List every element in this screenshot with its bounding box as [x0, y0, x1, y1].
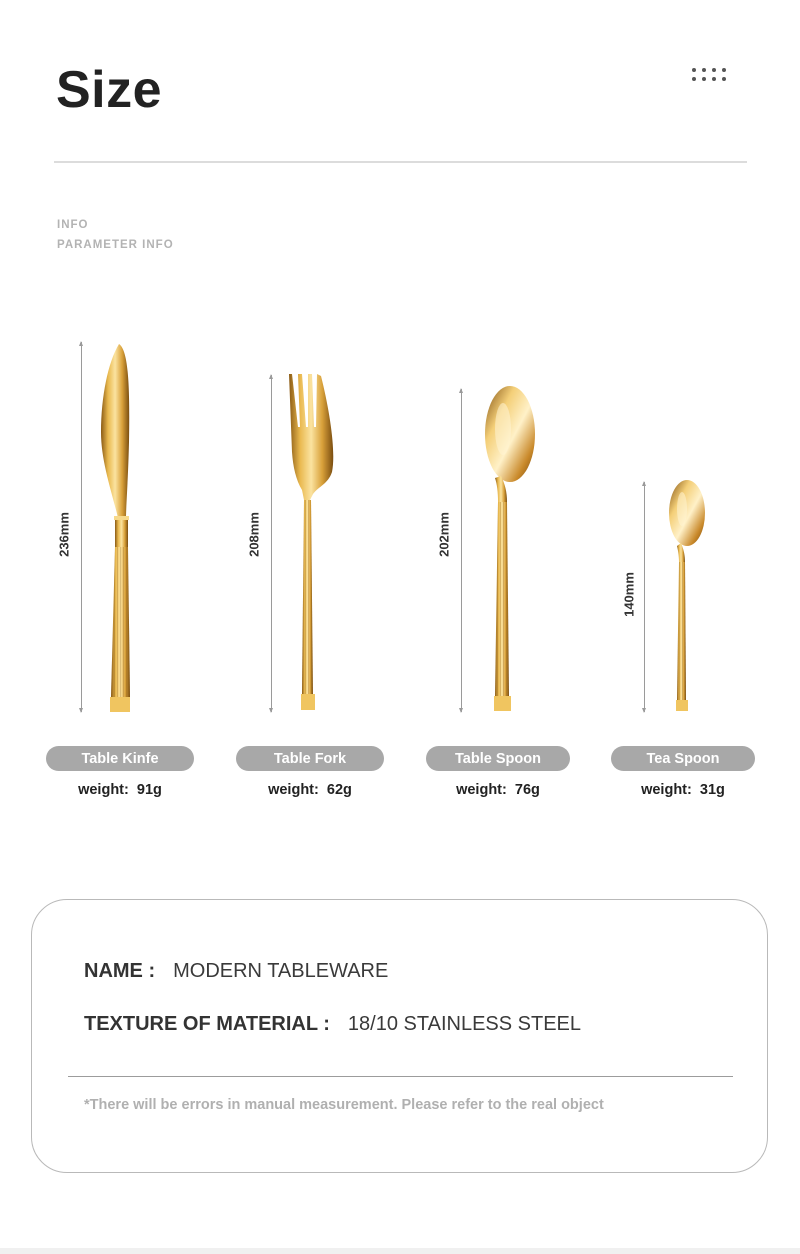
- item-name-pill: Table Spoon: [426, 746, 570, 771]
- spec-material-key: TEXTURE OF MATERIAL :: [84, 1013, 330, 1035]
- header-divider: [54, 161, 747, 163]
- item-name-pill: Tea Spoon: [611, 746, 755, 771]
- item-weight: weight: 31g: [641, 782, 725, 798]
- item-name-pill: Table Fork: [236, 746, 384, 771]
- item-weight: weight: 62g: [268, 782, 352, 798]
- bottom-strip: [0, 1248, 800, 1254]
- specs-card: [31, 899, 768, 1173]
- card-divider: [68, 1076, 733, 1077]
- menu-dots-icon[interactable]: [690, 66, 734, 84]
- fork-dimension-line: [271, 375, 272, 712]
- spec-material-row: [84, 1013, 581, 1036]
- info-label: INFO: [57, 219, 89, 231]
- knife-icon: [98, 342, 134, 714]
- spoon-dimension-line: [461, 389, 462, 712]
- knife-length-label: 236mm: [56, 512, 72, 557]
- parameter-info-label: PARAMETER INFO: [57, 239, 174, 251]
- fork-length-label: 208mm: [246, 512, 262, 557]
- spec-material-value: 18/10 STAINLESS STEEL: [347, 1013, 581, 1035]
- item-weight: weight: 76g: [456, 782, 540, 798]
- knife-dimension-line: [81, 342, 82, 712]
- spoon-length-label: 202mm: [436, 512, 452, 557]
- page-title: Size: [56, 61, 163, 119]
- item-weight: weight: 91g: [78, 782, 162, 798]
- teaspoon-length-label: 140mm: [621, 572, 637, 617]
- spec-name-value: MODERN TABLEWARE: [173, 960, 389, 982]
- item-name-pill: Table Kinfe: [46, 746, 194, 771]
- teaspoon-icon: [666, 478, 708, 714]
- teaspoon-dimension-line: [644, 482, 645, 712]
- spoon-icon: [481, 384, 539, 714]
- spec-name-key: NAME :: [84, 960, 156, 982]
- fork-icon: [286, 372, 336, 714]
- spec-name-row: [84, 960, 388, 983]
- measurement-note: *There will be errors in manual measurement. Please refer to the real object: [84, 1097, 604, 1113]
